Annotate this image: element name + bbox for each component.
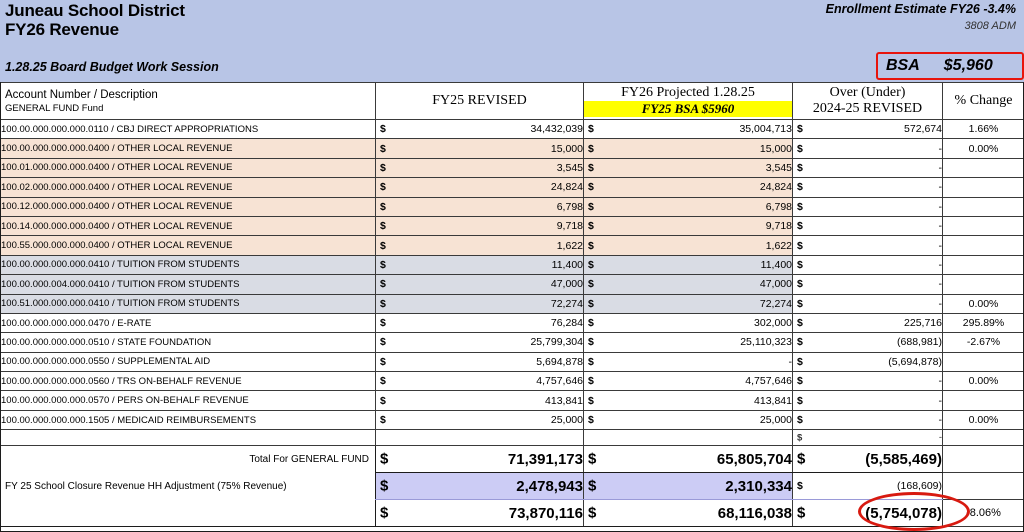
- percent-change: [943, 236, 1024, 255]
- hh-adjustment-fy26: [584, 473, 793, 500]
- fy25-revised-amount: [376, 294, 584, 313]
- fy25-revised-amount: [376, 372, 584, 391]
- fy25-revised-amount-value: 413,841: [545, 394, 583, 407]
- over-under-amount: [793, 236, 943, 255]
- over-under-amount: [793, 313, 943, 332]
- over-under-amount-value: -: [938, 239, 942, 252]
- fy25-revised-amount: [376, 120, 584, 139]
- account-description: 100.00.000.000.000.0550 / SUPPLEMENTAL AID: [1, 352, 376, 371]
- percent-change: [943, 391, 1024, 410]
- fy26-projected-amount: [584, 216, 793, 235]
- currency-symbol: $: [797, 375, 803, 388]
- fy25-revised-amount-value: 76,284: [550, 317, 583, 330]
- over-under-amount-value: (688,981): [897, 336, 942, 349]
- currency-symbol: $: [380, 142, 386, 155]
- table-row: [1, 352, 1024, 371]
- currency-symbol: $: [588, 477, 597, 495]
- general-fund-total-over-under: [793, 446, 943, 473]
- currency-symbol: $: [797, 258, 803, 271]
- over-under-amount-value: -: [938, 181, 942, 194]
- fy26-projected-amount-value: 72,274: [759, 297, 792, 310]
- over-under-amount-value: -: [938, 258, 942, 271]
- currency-symbol: $: [588, 450, 597, 468]
- general-fund-total-fy26: [584, 446, 793, 473]
- fy26-projected-amount-value: 35,004,713: [739, 123, 792, 136]
- percent-change: [943, 158, 1024, 177]
- session-subtitle: 1.28.25 Board Budget Work Session: [5, 60, 219, 74]
- over-under-amount-value: -: [938, 375, 942, 388]
- table-row: [1, 372, 1024, 391]
- currency-symbol: $: [797, 278, 803, 291]
- currency-symbol: $: [380, 297, 386, 310]
- fy26-projected-amount: [584, 410, 793, 429]
- currency-symbol: $: [380, 355, 386, 368]
- account-description: 100.01.000.000.000.0400 / OTHER LOCAL REVENUE: [1, 158, 376, 177]
- currency-symbol: $: [588, 239, 594, 252]
- fy25-revised-amount-value: 3,545: [556, 161, 583, 174]
- currency-symbol: $: [588, 375, 594, 388]
- currency-symbol: $: [797, 200, 803, 213]
- percent-change: 295.89%: [943, 313, 1024, 332]
- currency-symbol: $: [797, 220, 803, 233]
- account-description: 100.00.000.000.000.1505 / MEDICAID REIMBURSEMENTS: [1, 410, 376, 429]
- currency-symbol: $: [588, 142, 594, 155]
- account-description: 100.55.000.000.000.0400 / OTHER LOCAL REVENUE: [1, 236, 376, 255]
- percent-change: 0.00%: [943, 294, 1024, 313]
- fy26-projected-amount-value: 15,000: [759, 142, 792, 155]
- revenue-table: [0, 82, 1024, 527]
- table-row: [1, 410, 1024, 429]
- fy26-projected-amount-value: 47,000: [759, 278, 792, 291]
- currency-symbol: $: [797, 355, 803, 368]
- general-fund-total-pct: [943, 446, 1024, 473]
- general-fund-total-fy25-value: 71,391,173: [507, 450, 583, 468]
- general-fund-total-fy26-value: 65,805,704: [716, 450, 792, 468]
- fy25-revised-amount: [376, 236, 584, 255]
- bsa-callout-box: [876, 52, 1024, 80]
- bsa-value: $5,960: [943, 57, 993, 74]
- fy25-revised-amount: [376, 158, 584, 177]
- currency-symbol: $: [797, 181, 803, 194]
- fy26-projected-amount-value: 4,757,646: [745, 375, 792, 388]
- table-row: [1, 139, 1024, 158]
- currency-symbol: $: [797, 414, 803, 427]
- enrollment-estimate: Enrollment Estimate FY26 -3.4%: [825, 2, 1016, 16]
- fy25-revised-amount-value: 25,000: [550, 414, 583, 427]
- over-under-amount-value: -: [938, 297, 942, 310]
- currency-symbol: $: [380, 336, 386, 349]
- table-row: [1, 158, 1024, 177]
- percent-change: [943, 197, 1024, 216]
- currency-symbol: $: [588, 414, 594, 427]
- account-description: 100.00.000.000.000.0470 / E-RATE: [1, 313, 376, 332]
- total-row-grand-total: [1, 500, 1024, 527]
- fy25-revised-amount-value: 1,622: [556, 239, 583, 252]
- currency-symbol: $: [380, 181, 386, 194]
- hh-adjustment-over-under-value: (168,609): [897, 480, 942, 493]
- grand-total-fy26: [584, 500, 793, 527]
- spacer-over-under: [793, 430, 943, 446]
- fy26-projected-amount-value: 24,824: [759, 181, 792, 194]
- over-under-amount-value: -: [938, 278, 942, 291]
- fy25-revised-amount-value: 72,274: [550, 297, 583, 310]
- currency-symbol: $: [797, 239, 803, 252]
- currency-symbol: $: [380, 220, 386, 233]
- currency-symbol: $: [797, 432, 803, 444]
- currency-symbol: $: [588, 278, 594, 291]
- grand-total-over-under: [793, 500, 943, 527]
- fy26-projected-amount: [584, 391, 793, 410]
- percent-change: 0.00%: [943, 139, 1024, 158]
- percent-change: [943, 275, 1024, 294]
- fy25-revised-amount-value: 25,799,304: [530, 336, 583, 349]
- adm-count: 3808 ADM: [964, 20, 1016, 32]
- header-row: [1, 83, 1024, 120]
- over-under-amount: [793, 216, 943, 235]
- over-under-amount: [793, 410, 943, 429]
- hh-adjustment-fy26-value: 2,310,334: [725, 477, 792, 495]
- over-under-amount-value: 572,674: [904, 123, 942, 136]
- hh-adjustment-pct: [943, 473, 1024, 500]
- percent-change: 1.66%: [943, 120, 1024, 139]
- spacer-fy25: [376, 430, 584, 446]
- col-header-over-under: [793, 83, 943, 120]
- hh-adjustment-fy25-value: 2,478,943: [516, 477, 583, 495]
- general-fund-total-label: Total For GENERAL FUND: [1, 446, 376, 473]
- currency-symbol: $: [380, 123, 386, 136]
- col-header-description-line1: Account Number / Description: [5, 88, 158, 101]
- account-description: 100.00.000.000.000.0560 / TRS ON-BEHALF REVENUE: [1, 372, 376, 391]
- currency-symbol: $: [380, 477, 389, 495]
- currency-symbol: $: [588, 317, 594, 330]
- currency-symbol: $: [380, 258, 386, 271]
- over-under-amount-value: -: [938, 414, 942, 427]
- fy25-revised-amount: [376, 391, 584, 410]
- percent-change: [943, 178, 1024, 197]
- currency-symbol: $: [797, 123, 803, 136]
- currency-symbol: $: [797, 142, 803, 155]
- fy26-projected-amount-value: 9,718: [765, 220, 792, 233]
- account-description: 100.00.000.000.000.0510 / STATE FOUNDATION: [1, 333, 376, 352]
- title-band: [0, 0, 1024, 82]
- currency-symbol: $: [797, 450, 806, 468]
- fy25-revised-amount: [376, 313, 584, 332]
- currency-symbol: $: [380, 200, 386, 213]
- fy25-revised-amount: [376, 139, 584, 158]
- table-row: [1, 275, 1024, 294]
- fy25-revised-amount-value: 9,718: [556, 220, 583, 233]
- currency-symbol: $: [380, 278, 386, 291]
- currency-symbol: $: [588, 355, 594, 368]
- currency-symbol: $: [380, 161, 386, 174]
- fy26-projected-amount-value: 413,841: [754, 394, 792, 407]
- currency-symbol: $: [380, 239, 386, 252]
- fy26-projected-amount: [584, 294, 793, 313]
- account-description: 100.51.000.000.000.0410 / TUITION FROM STUDENTS: [1, 294, 376, 313]
- hh-adjustment-label: FY 25 School Closure Revenue HH Adjustment (75% Revenue): [1, 473, 376, 500]
- over-under-amount-value: -: [938, 142, 942, 155]
- currency-symbol: $: [588, 181, 594, 194]
- account-description: 100.00.000.000.000.0410 / TUITION FROM STUDENTS: [1, 255, 376, 274]
- fy25-revised-amount: [376, 255, 584, 274]
- table-row: [1, 313, 1024, 332]
- currency-symbol: $: [588, 220, 594, 233]
- col-header-fy26-line1: FY26 Projected 1.28.25: [621, 85, 755, 100]
- account-description: 100.00.000.004.000.0410 / TUITION FROM STUDENTS: [1, 275, 376, 294]
- currency-symbol: $: [797, 504, 806, 522]
- fy26-projected-amount-value: 1,622: [765, 239, 792, 252]
- table-row: [1, 333, 1024, 352]
- fy26-projected-amount: [584, 255, 793, 274]
- fy25-revised-amount: [376, 410, 584, 429]
- over-under-amount: [793, 197, 943, 216]
- grand-total-over-under-value: (5,754,078): [865, 504, 942, 522]
- fy26-projected-amount: [584, 333, 793, 352]
- col-header-description-line2: GENERAL FUND Fund: [5, 102, 104, 114]
- col-header-over-line2: 2024-25 REVISED: [812, 101, 923, 116]
- over-under-amount-value: -: [938, 161, 942, 174]
- col-header-pct-change: % Change: [943, 83, 1024, 120]
- fy26-projected-amount: [584, 178, 793, 197]
- account-description: 100.00.000.000.000.0110 / CBJ DIRECT APPROPRIATIONS: [1, 120, 376, 139]
- currency-symbol: $: [588, 258, 594, 271]
- currency-symbol: $: [380, 504, 389, 522]
- fy25-revised-amount-value: 34,432,039: [530, 123, 583, 136]
- currency-symbol: $: [380, 317, 386, 330]
- over-under-amount: [793, 139, 943, 158]
- table-header: [1, 83, 1024, 120]
- fy26-projected-amount: [584, 120, 793, 139]
- hh-adjustment-fy25: [376, 473, 584, 500]
- grand-total-fy25: [376, 500, 584, 527]
- percent-change: [943, 255, 1024, 274]
- grand-total-label: [1, 500, 376, 527]
- spacer-over-under-value: -: [938, 432, 942, 444]
- over-under-amount-value: (5,694,878): [888, 355, 942, 368]
- col-header-over-line1: Over (Under): [829, 85, 906, 100]
- fy26-projected-amount: [584, 352, 793, 371]
- over-under-amount: [793, 178, 943, 197]
- fy26-projected-amount-value: 25,000: [759, 414, 792, 427]
- over-under-amount: [793, 275, 943, 294]
- percent-change: [943, 352, 1024, 371]
- fy26-projected-amount-value: 3,545: [765, 161, 792, 174]
- fy25-revised-amount: [376, 216, 584, 235]
- fy26-projected-amount-value: 25,110,323: [740, 336, 792, 349]
- currency-symbol: $: [588, 123, 594, 136]
- account-description: 100.02.000.000.000.0400 / OTHER LOCAL REVENUE: [1, 178, 376, 197]
- over-under-amount: [793, 333, 943, 352]
- fy25-revised-amount-value: 47,000: [550, 278, 583, 291]
- fy25-revised-amount-value: 15,000: [550, 142, 583, 155]
- fy26-projected-amount: [584, 236, 793, 255]
- over-under-amount: [793, 255, 943, 274]
- over-under-amount: [793, 294, 943, 313]
- document-title: FY26 Revenue: [5, 20, 119, 39]
- currency-symbol: $: [588, 161, 594, 174]
- account-description: 100.14.000.000.000.0400 / OTHER LOCAL REVENUE: [1, 216, 376, 235]
- hh-adjustment-over-under: [793, 473, 943, 500]
- over-under-amount: [793, 352, 943, 371]
- over-under-amount-value: -: [938, 220, 942, 233]
- bsa-label: BSA: [886, 57, 920, 74]
- currency-symbol: $: [380, 394, 386, 407]
- table-row: [1, 197, 1024, 216]
- percent-change: 0.00%: [943, 372, 1024, 391]
- table-row: [1, 178, 1024, 197]
- total-row-hh-adjustment: [1, 473, 1024, 500]
- currency-symbol: $: [797, 317, 803, 330]
- fy26-projected-amount-value: 11,400: [760, 258, 792, 271]
- general-fund-total-over-under-value: (5,585,469): [865, 450, 942, 468]
- account-description: 100.12.000.000.000.0400 / OTHER LOCAL REVENUE: [1, 197, 376, 216]
- table-row: [1, 236, 1024, 255]
- spacer-fy26: [584, 430, 793, 446]
- spacer-pct: [943, 430, 1024, 446]
- currency-symbol: $: [380, 414, 386, 427]
- over-under-amount: [793, 158, 943, 177]
- over-under-amount: [793, 391, 943, 410]
- currency-symbol: $: [797, 480, 803, 493]
- over-under-amount-value: -: [938, 394, 942, 407]
- over-under-amount: [793, 120, 943, 139]
- percent-change: [943, 216, 1024, 235]
- currency-symbol: $: [380, 375, 386, 388]
- fy25-revised-amount-value: 24,824: [550, 181, 583, 194]
- account-description: 100.00.000.000.000.0400 / OTHER LOCAL REVENUE: [1, 139, 376, 158]
- table-row: [1, 255, 1024, 274]
- col-header-fy26-bsa-note: FY25 BSA $5960: [584, 101, 792, 117]
- over-under-amount-value: -: [938, 200, 942, 213]
- currency-symbol: $: [588, 504, 597, 522]
- col-header-fy26: [584, 83, 793, 120]
- table-row: [1, 216, 1024, 235]
- currency-symbol: $: [797, 336, 803, 349]
- currency-symbol: $: [380, 450, 389, 468]
- currency-symbol: $: [797, 394, 803, 407]
- table-body: [1, 120, 1024, 527]
- grand-total-fy25-value: 73,870,116: [508, 504, 583, 522]
- fy25-revised-amount: [376, 197, 584, 216]
- table-row: [1, 294, 1024, 313]
- organization-title: Juneau School District: [5, 1, 185, 20]
- col-header-fy25: FY25 REVISED: [376, 83, 584, 120]
- fy25-revised-amount-value: 4,757,646: [536, 375, 583, 388]
- currency-symbol: $: [588, 297, 594, 310]
- fy25-revised-amount: [376, 352, 584, 371]
- spacer-description: [1, 430, 376, 446]
- fy25-revised-amount: [376, 333, 584, 352]
- fy26-projected-amount: [584, 158, 793, 177]
- fy26-projected-amount: [584, 313, 793, 332]
- table-row: [1, 120, 1024, 139]
- over-under-amount-value: 225,716: [904, 317, 942, 330]
- fy26-projected-amount: [584, 372, 793, 391]
- fy26-projected-amount: [584, 197, 793, 216]
- total-row-general-fund-total: [1, 446, 1024, 473]
- currency-symbol: $: [797, 161, 803, 174]
- fy25-revised-amount: [376, 275, 584, 294]
- percent-change: 0.00%: [943, 410, 1024, 429]
- fy25-revised-amount-value: 5,694,878: [536, 355, 583, 368]
- fy25-revised-amount: [376, 178, 584, 197]
- over-under-amount: [793, 372, 943, 391]
- currency-symbol: $: [588, 394, 594, 407]
- fy26-projected-amount-value: 6,798: [765, 200, 792, 213]
- currency-symbol: $: [588, 336, 594, 349]
- currency-symbol: $: [797, 297, 803, 310]
- fy26-projected-amount: [584, 275, 793, 294]
- col-header-description: [1, 83, 376, 120]
- fy26-projected-amount-value: 302,000: [754, 317, 792, 330]
- currency-symbol: $: [588, 200, 594, 213]
- percent-change: -2.67%: [943, 333, 1024, 352]
- grand-total-pct: -8.06%: [943, 500, 1024, 527]
- fy26-projected-amount-value: -: [788, 355, 792, 368]
- grand-total-fy26-value: 68,116,038: [717, 504, 792, 522]
- spacer-row: [1, 430, 1024, 446]
- fy26-projected-amount: [584, 139, 793, 158]
- account-description: 100.00.000.000.000.0570 / PERS ON-BEHALF REVENUE: [1, 391, 376, 410]
- fy25-revised-amount-value: 6,798: [556, 200, 583, 213]
- general-fund-total-fy25: [376, 446, 584, 473]
- table-row: [1, 391, 1024, 410]
- fy25-revised-amount-value: 11,400: [551, 258, 583, 271]
